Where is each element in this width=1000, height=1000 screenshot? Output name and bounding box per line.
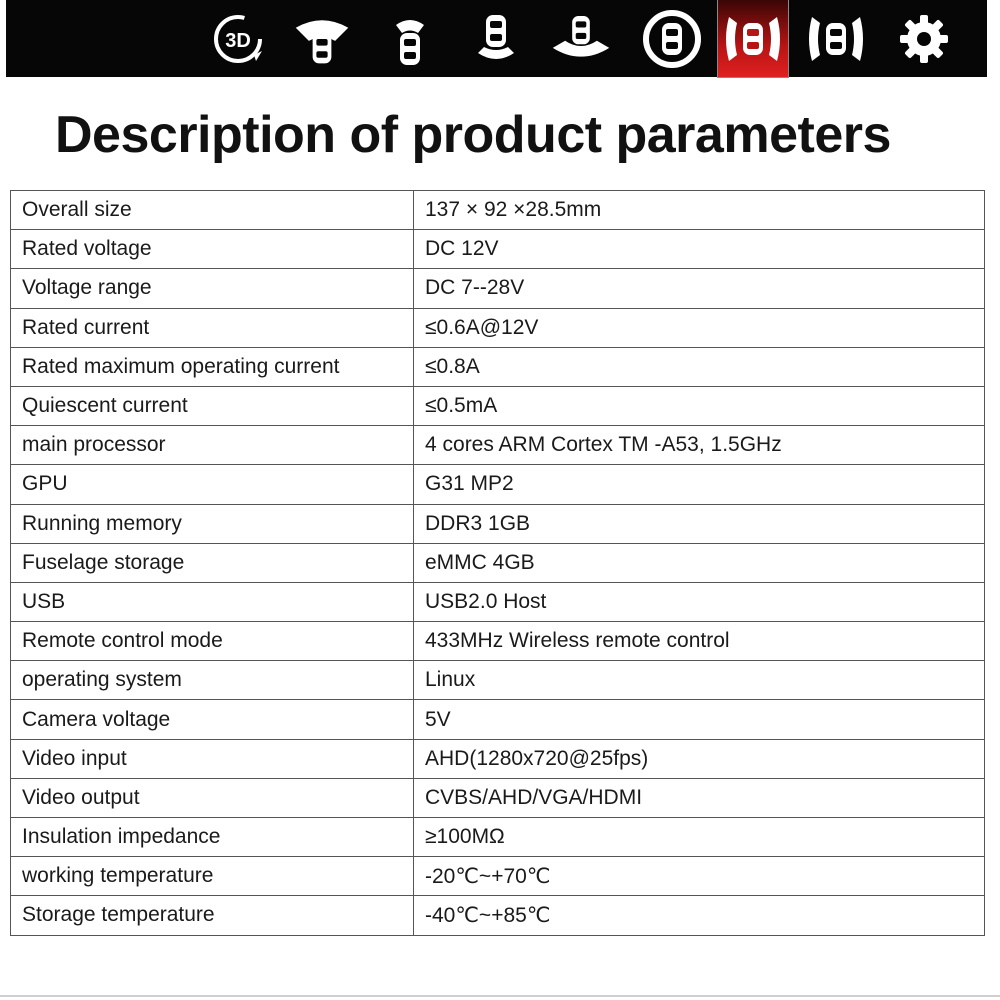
- parameter-value-cell: 137 × 92 ×28.5mm: [414, 191, 985, 230]
- parameter-value-cell: Linux: [414, 661, 985, 700]
- parameter-name-cell: USB: [11, 582, 414, 621]
- page-title: Description of product parameters: [55, 106, 891, 164]
- table-row: [11, 818, 985, 857]
- parameter-value-cell: -20℃~+70℃: [414, 857, 985, 896]
- table-row: [11, 230, 985, 269]
- table-row: [11, 465, 985, 504]
- table-row: [11, 582, 985, 621]
- side-view-icon[interactable]: [718, 0, 788, 77]
- parameter-value-cell: ≤0.6A@12V: [414, 308, 985, 347]
- parameter-name-cell: Rated current: [11, 308, 414, 347]
- divider: [0, 995, 1000, 997]
- parameter-name-cell: working temperature: [11, 857, 414, 896]
- table-row: [11, 857, 985, 896]
- parameter-name-cell: main processor: [11, 426, 414, 465]
- table-row: [11, 191, 985, 230]
- parameter-value-cell: 4 cores ARM Cortex TM -A53, 1.5GHz: [414, 426, 985, 465]
- front-view-icon[interactable]: [380, 0, 440, 77]
- parameter-name-cell: GPU: [11, 465, 414, 504]
- parameter-value-cell: DC 12V: [414, 230, 985, 269]
- table-row: [11, 504, 985, 543]
- 3d-view-icon[interactable]: [208, 0, 268, 77]
- parameter-value-cell: AHD(1280x720@25fps): [414, 739, 985, 778]
- table-row: [11, 739, 985, 778]
- table-row: [11, 622, 985, 661]
- parameter-value-cell: USB2.0 Host: [414, 582, 985, 621]
- gear-icon[interactable]: [894, 0, 954, 77]
- parameter-name-cell: Quiescent current: [11, 386, 414, 425]
- parameter-value-cell: DDR3 1GB: [414, 504, 985, 543]
- rear-view-icon[interactable]: [466, 0, 526, 77]
- parameter-value-cell: CVBS/AHD/VGA/HDMI: [414, 778, 985, 817]
- rear-wide-view-icon[interactable]: [551, 0, 611, 77]
- parameter-name-cell: Voltage range: [11, 269, 414, 308]
- parameter-name-cell: Overall size: [11, 191, 414, 230]
- table-row: [11, 426, 985, 465]
- parameter-value-cell: eMMC 4GB: [414, 543, 985, 582]
- table-row: [11, 386, 985, 425]
- parameter-value-cell: G31 MP2: [414, 465, 985, 504]
- parameter-name-cell: Fuselage storage: [11, 543, 414, 582]
- table-row: [11, 778, 985, 817]
- table-row: [11, 269, 985, 308]
- parameter-value-cell: 433MHz Wireless remote control: [414, 622, 985, 661]
- parameter-name-cell: Insulation impedance: [11, 818, 414, 857]
- parameter-name-cell: Rated voltage: [11, 230, 414, 269]
- table-row: [11, 661, 985, 700]
- parameter-name-cell: Video input: [11, 739, 414, 778]
- parameter-name-cell: operating system: [11, 661, 414, 700]
- parameter-value-cell: ≥100MΩ: [414, 818, 985, 857]
- surround-view-icon[interactable]: [642, 0, 702, 77]
- parameter-name-cell: Storage temperature: [11, 896, 414, 935]
- table-row: [11, 308, 985, 347]
- parameter-value-cell: ≤0.8A: [414, 347, 985, 386]
- parameter-name-cell: Rated maximum operating current: [11, 347, 414, 386]
- parameter-name-cell: Running memory: [11, 504, 414, 543]
- view-mode-toolbar: [6, 0, 987, 77]
- both-sides-view-icon[interactable]: [806, 0, 866, 77]
- table-row: [11, 543, 985, 582]
- parameter-value-cell: DC 7--28V: [414, 269, 985, 308]
- parameter-name-cell: Remote control mode: [11, 622, 414, 661]
- table-row: [11, 700, 985, 739]
- parameter-name-cell: Camera voltage: [11, 700, 414, 739]
- table-row: [11, 896, 985, 935]
- parameter-value-cell: 5V: [414, 700, 985, 739]
- parameter-value-cell: ≤0.5mA: [414, 386, 985, 425]
- parameters-table: [10, 190, 985, 936]
- 3d-label: 3D: [225, 29, 251, 52]
- front-wide-view-icon[interactable]: [292, 0, 352, 77]
- table-row: [11, 347, 985, 386]
- parameter-value-cell: -40℃~+85℃: [414, 896, 985, 935]
- parameter-name-cell: Video output: [11, 778, 414, 817]
